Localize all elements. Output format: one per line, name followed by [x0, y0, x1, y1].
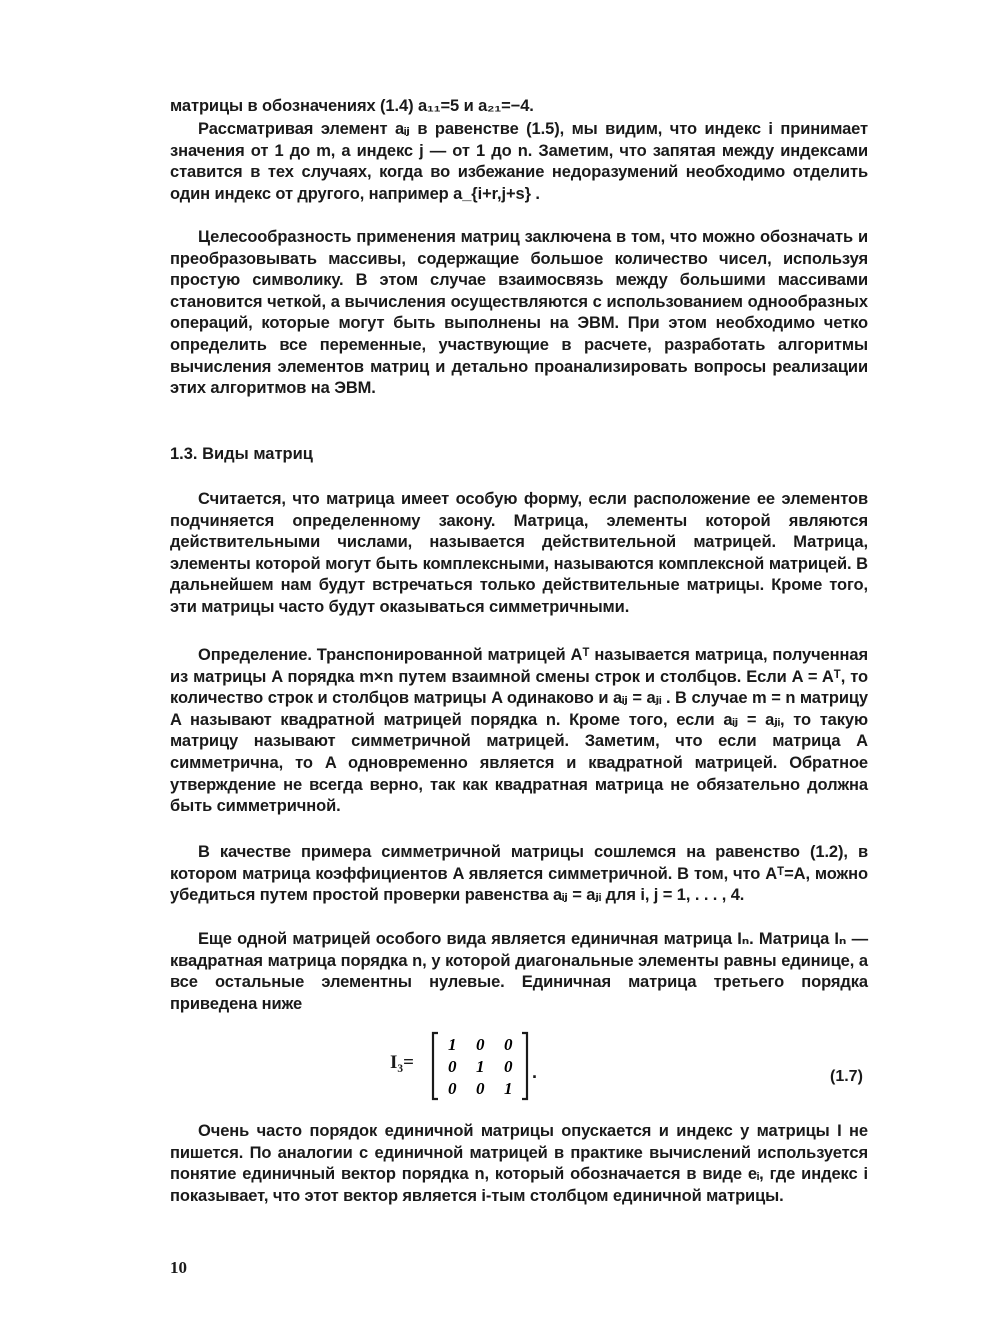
- paragraph-continuation: [170, 96, 868, 118]
- paragraph-text: матрицы в обозначениях (1.4) a₁₁=5 и a₂₁=−4.: [170, 97, 534, 115]
- matrix-cell: 1: [504, 1079, 513, 1098]
- paragraph-symmetric-example: [170, 842, 868, 907]
- matrix-cell: 0: [504, 1057, 513, 1076]
- matrix-cell: 0: [476, 1035, 485, 1054]
- paragraph-text: Очень часто порядок единичной матрицы опускается и индекс у матрицы I не пишется. По аналогии с единичной матрицей в практике вычислений используется понятие единичный вектор порядка n, который обозначается в виде eᵢ, где индекс i показывает, что этот вектор является i-тым столбцом единичной матрицы.: [170, 1122, 868, 1205]
- equation-lhs: I₃=: [390, 1052, 414, 1073]
- section-heading: [170, 445, 868, 464]
- paragraph-special-forms: [170, 489, 868, 619]
- paragraph-definition: [170, 645, 868, 818]
- page-number: 10: [170, 1258, 187, 1277]
- paragraph-text: Считается, что матрица имеет особую форму, если расположение ее элементов подчиняется определенному закону. Матрица, элементы которой являются действительными числами, называется действительной матрицей. Матрица, элементы которой могут быть комплексными, называются комплексной матрицей. В дальнейшем нам будут встречаться только действительные матрицы. Кроме того, эти матрицы часто будут оказываться симметричными.: [170, 490, 868, 616]
- equation-number: (1.7): [830, 1068, 863, 1085]
- matrix-cell: 0: [448, 1079, 457, 1098]
- paragraph-identity-matrix: [170, 929, 868, 1015]
- right-bracket-icon: [522, 1033, 527, 1099]
- paragraph-text: В качестве примера симметричной матрицы сошлемся на равенство (1.2), в котором матрица коэффициентов A является симметричной. В том, что Aᵀ=A, можно убедиться путем простой проверки равенства aᵢⱼ = aⱼᵢ для i, j = 1, . . . , 4.: [170, 843, 868, 905]
- section-title: 1.3. Виды матриц: [170, 445, 313, 463]
- definition-term: Определение.: [198, 646, 312, 664]
- paragraph-matrix-usefulness: [170, 227, 868, 400]
- paragraph-text: Рассматривая элемент aᵢⱼ в равенстве (1.5), мы видим, что индекс i принимает значения от 1 до m, а индекс j — от 1 до n. Заметим, что запятая между индексами ставится в тех случаях, когда во избежание недоразумений необходимо отделить один индекс от другого, например a_{i+r,j+s} .: [170, 120, 868, 203]
- left-bracket-icon: [433, 1033, 438, 1099]
- matrix-cell: 1: [476, 1057, 485, 1076]
- paragraph-text: Целесообразность применения матриц заключена в том, что можно обозначать и преобразовывать массивы, содержащие большое количество чисел, используя простую символику. В этом случае взаимосвязь между большими массивами становится четкой, а вычисления осуществляются с использованием однообразных операций, которые могут быть выполнены на ЭВМ. При этом необходимо четко определить все переменные, участвующие в расчете, разработать алгоритмы вычисления элементов матриц и детально проанализировать вопросы реализации этих алгоритмов на ЭВМ.: [170, 228, 868, 398]
- paragraph-text: Еще одной матрицей особого вида является единичная матрица Iₙ. Матрица Iₙ — квадратная матрица порядка n, у которой диагональные элементы равны единице, а все остальные элементны нулевые. Единичная матрица третьего порядка приведена ниже: [170, 930, 868, 1013]
- paragraph-element-indices: [170, 119, 868, 205]
- matrix-brackets: [430, 1030, 530, 1102]
- matrix-cell: 0: [504, 1035, 513, 1054]
- paragraph-text: Транспонированной матрицей Aᵀ называется матрица, полученная из матрицы A порядка m×n путем взаимной смены строк и столбцов. Если A = Aᵀ, то количество строк и столбцов матрицы A одинаково и aᵢⱼ = aⱼᵢ . В случае m = n матрицу A называют квадратной матрицей порядка n. Кроме того, если aᵢⱼ = aⱼᵢ, то такую матрицу называют симметричной матрицей. Заметим, что если матрица A симметрична, то A одновременно является и квадратной матрицей. Обратное утверждение не всегда верно, так как квадратная матрица не обязательно должна быть симметричной.: [170, 646, 869, 816]
- matrix-cell: 1: [448, 1035, 457, 1054]
- matrix-cell: 0: [448, 1057, 457, 1076]
- matrix-cell: 0: [476, 1079, 485, 1098]
- equation-period: .: [532, 1062, 538, 1082]
- identity-matrix-equation: [390, 1028, 590, 1104]
- paragraph-unit-vector: [170, 1121, 868, 1207]
